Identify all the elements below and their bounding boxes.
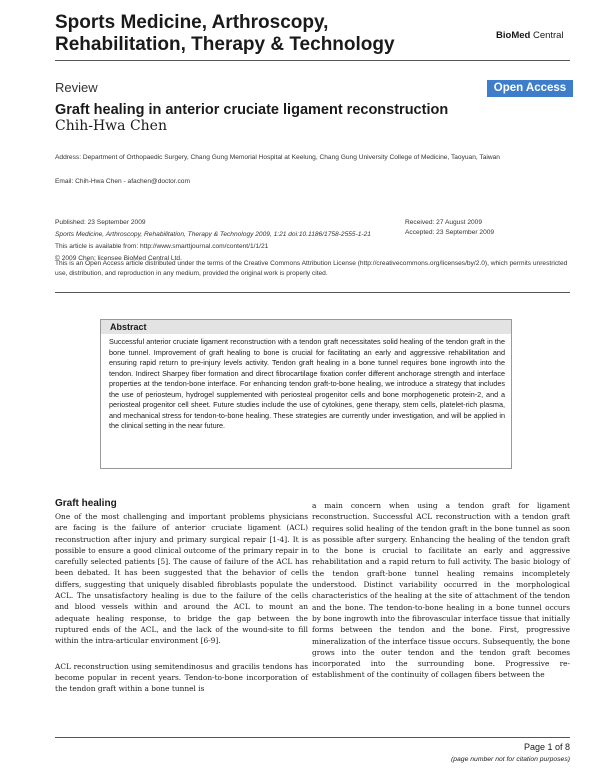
publisher-central: Central xyxy=(530,30,564,41)
journal-title-line2: Rehabilitation, Therapy & Technology xyxy=(55,34,395,55)
accepted-date: Accepted: 23 September 2009 xyxy=(405,228,495,236)
available-url: This article is available from: http://www.smarttjournal.com/content/1/1/21 xyxy=(55,243,269,250)
abstract-text: Successful anterior cruciate ligament reconstruction with a tendon graft necessitates solid healing of the tendon graft in the bone tunnel. Improvement of graft healing to bone is crucial for facilitating an early and aggressive rehabilitation and ensuring rapid return to pre-injury levels activity. Tendon graft healing in a bone tunnel requires bone ingrowth into the tendon. Indirect Sharpey fiber formation and direct fibrocartilage fixation confer different anchorage strength and interface properties at the tendon-bone interface. For enhancing tendon graft-to-bone healing, we introduce a strategy that includes the use of periosteum, hydrogel supplemented with periosteal progenitor cells and bone morphogenetic protein-2, and a periosteal progenitor cell sheet. Future studies include the use of cytokines, gene therapy, stem cells, platelet-rich plasma, and mechanical stress for tendon-to-bone healing. These strategies are currently under investigation, and will be applied in the clinical setting in the near future. xyxy=(109,337,505,430)
abstract-heading-label: Abstract xyxy=(110,322,147,332)
received-accepted xyxy=(405,218,575,237)
copyright: © 2009 Chen; licensee BioMed Central Ltd. xyxy=(55,255,182,262)
open-access-badge: Open Access xyxy=(487,80,573,97)
page-note: (page number not for citation purposes) xyxy=(450,756,570,763)
left-column xyxy=(55,511,308,708)
license-text: This is an Open Access article distributed under the terms of the Creative Commons Attribution License (http://creativecommons.org/licenses/by/2.0), which permits unrestricted use, distribution, and reproduction in any medium, provided the original work is properly cited. xyxy=(55,260,568,277)
received-date: Received: 27 August 2009 xyxy=(405,219,482,226)
footer-rule xyxy=(55,737,570,738)
page-number: Page 1 of 8 xyxy=(523,742,570,752)
author-name: Chih-Hwa Chen xyxy=(55,118,167,134)
journal-title-line1: Sports Medicine, Arthroscopy, xyxy=(55,12,329,33)
header-rule xyxy=(55,60,570,61)
right-column xyxy=(312,500,570,695)
publisher-med: Med xyxy=(511,30,531,41)
article-title: Graft healing in anterior cruciate ligament reconstruction xyxy=(55,102,449,118)
author-email: Email: Chih-Hwa Chen - afachen@doctor.com xyxy=(55,178,190,185)
body-paragraph: ACL reconstruction using semitendinosus and gracilis tendons has become popular in recent years. Tendon-to-bone incorporation of the tendon graft within a bone tunnel is xyxy=(55,661,308,694)
citation: Sports Medicine, Arthroscopy, Rehabilitation, Therapy & Technology 2009, 1:21 doi:10.1186/1758-2555-1-21 xyxy=(55,231,371,238)
published-date: Published: 23 September 2009 xyxy=(55,219,146,226)
license-rule xyxy=(55,292,570,293)
body-paragraph: a main concern when using a tendon graft for ligament reconstruction. Successful ACL reconstruction with a tendon graft requires solid healing of the tendon graft in the bone tunnel as soon as possible after surgery. Enhancing the healing of the tendon graft to the bone is crucial to facilitate an early and aggressive rehabilitation and a rapid return to full activity. The basic biology of the tendon graft-bone tunnel healing remains incompletely understood. Distinct variability occurred in the morphological characteristics of the healing at the site of attachment of the tendon and the bone. The tendon-to-bone healing in a bone tunnel occurs by bone ingrowth into the fibrovascular interface tissue that initially forms between the tendon and the bone. First, progressive mineralization of the interface tissue occurs. Subsequently, the bone grows into the outer tendon and the tendon graft becomes incorporated into the surrounding bone. Progressive re-establishment of the continuity of collagen fibers between the xyxy=(312,501,570,680)
publisher-logo xyxy=(496,30,564,41)
publisher-bio: Bio xyxy=(496,30,512,41)
section-heading: Graft healing xyxy=(55,498,117,509)
journal-title xyxy=(55,12,475,56)
article-type: Review xyxy=(55,80,98,95)
body-paragraph: One of the most challenging and important problems physicians are facing is the failure of anterior cruciate ligament (ACL) reconstruction after injury and primary surgical repair [1-4]. It is possible to ensure a good clinical outcome of the primary repair in carefully selected patients [5]. The cause of failure of the ACL has been debated. It has been suggested that the behavior of cells differs, suggesting that uniquely disabled fibroblasts populate the ACL. The unsatisfactory healing is due to the failure of the cells and blood vessels within and around the ACL to mount an adequate healing response, to bridge the gap between the ruptured ends of the ACL, and the lack of the wound-site to fill within the intra-articular environment [6-9]. xyxy=(55,512,308,646)
author-address: Address: Department of Orthopaedic Surgery, Chang Gung Memorial Hospital at Keelung, Chang Gung University College of Medicine, Taoyuan, Taiwan xyxy=(55,154,500,161)
abstract-heading xyxy=(101,320,511,334)
